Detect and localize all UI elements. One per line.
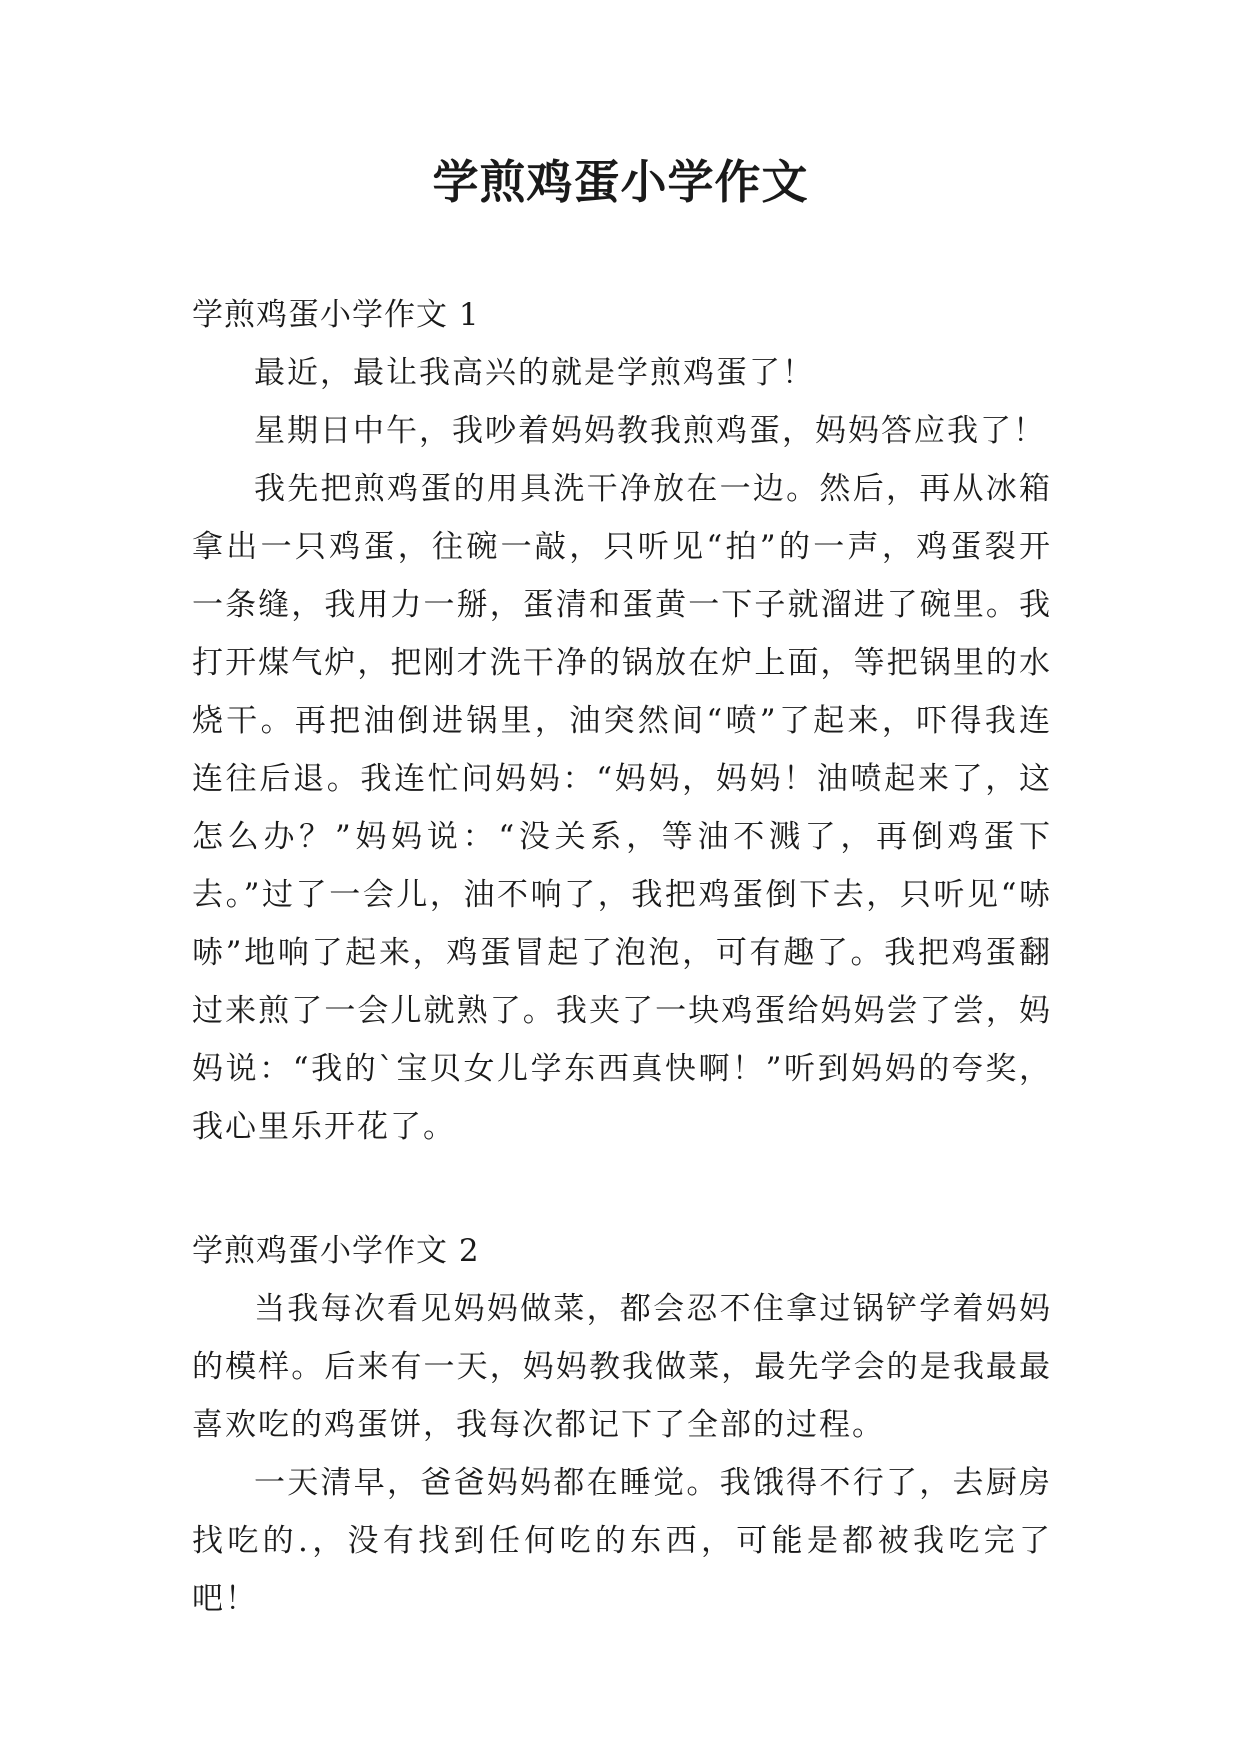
paragraph: 我先把煎鸡蛋的用具洗干净放在一边。然后，再从冰箱拿出一只鸡蛋，往碗一敲，只听见“拍”的一声，鸡蛋裂开一条缝，我用力一掰，蛋清和蛋黄一下子就溜进了碗里。我打开煤气炉，把刚才洗干净的锅放在炉上面，等把锅里的水烧干。再把油倒进锅里，油突然间“喷”了起来，吓得我连连往后退。我连忙问妈妈：“妈妈，妈妈！油喷起来了，这怎么办？”妈妈说：“没关系，等油不溅了，再倒鸡蛋下去。”过了一会儿，油不响了，我把鸡蛋倒下去，只听见“哧哧”地响了起来，鸡蛋冒起了泡泡，可有趣了。我把鸡蛋翻过来煎了一会儿就熟了。我夹了一块鸡蛋给妈妈尝了尝，妈妈说：“我的`宝贝女儿学东西真快啊！”听到妈妈的夸奖，我心里乐开花了。 [192,471,1052,1145]
paragraph: 最近，最让我高兴的就是学煎鸡蛋了！ [254,355,815,391]
paragraph: 当我每次看见妈妈做菜，都会忍不住拿过锅铲学着妈妈的模样。后来有一天，妈妈教我做菜，最先学会的是我最最喜欢吃的鸡蛋饼，我每次都记下了全部的过程。 [192,1291,1052,1443]
paragraph: 一天清早，爸爸妈妈都在睡觉。我饿得不行了，去厨房找吃的.，没有找到任何吃的东西，可能是都被我吃完了吧！ [192,1465,1052,1617]
section-heading: 学煎鸡蛋小学作文 2 [192,1233,480,1269]
paragraph: 星期日中午，我吵着妈妈教我煎鸡蛋，妈妈答应我了！ [254,413,1046,449]
essay-section-1 [192,286,1052,1156]
section-heading: 学煎鸡蛋小学作文 1 [192,297,480,333]
document-title: 学煎鸡蛋小学作文 [432,155,809,209]
essay-section-2 [192,1222,1052,1628]
